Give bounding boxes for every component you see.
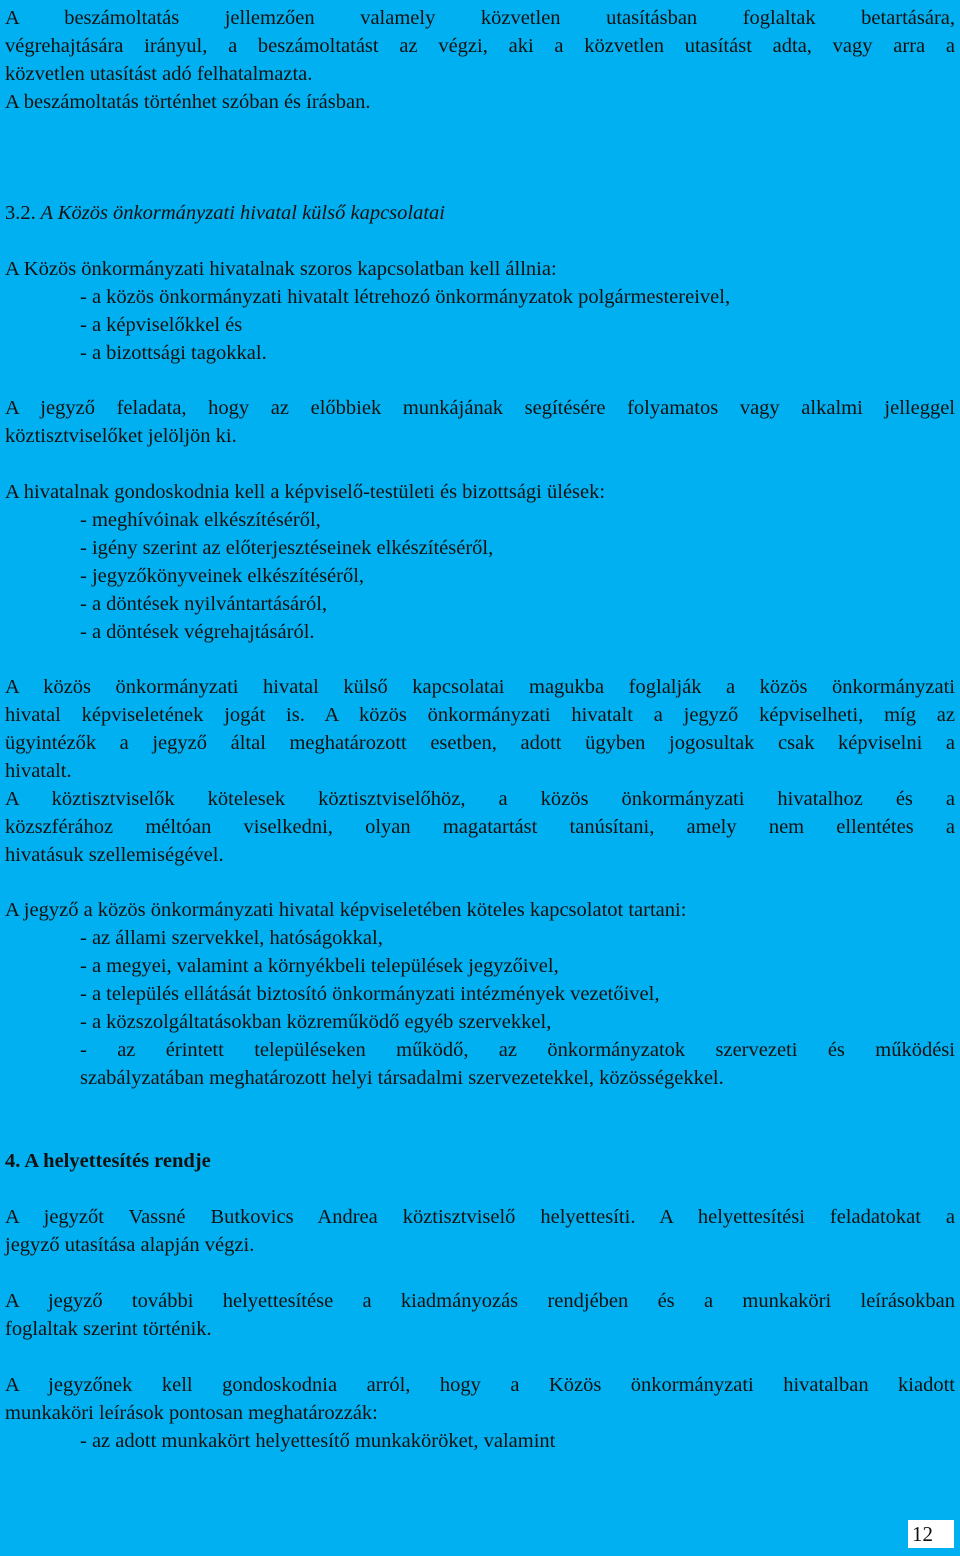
text-line: A beszámoltatás történhet szóban és írásban. (5, 91, 371, 113)
page-number: 12 (908, 1520, 954, 1548)
text-line: ügyintézők a jegyző által meghatározott esetben, adott ügyben jogosultak csak képviselni a (5, 732, 955, 754)
text-line: hivatalt. (5, 760, 72, 782)
list-item: - igény szerint az előterjesztéseinek elkészítéséről, (80, 537, 494, 559)
paragraph-external (5, 673, 955, 869)
text-line: közvetlen utasítást adó felhatalmazta. (5, 63, 313, 85)
paragraph-meetings (5, 478, 955, 646)
text-line: A Közös önkormányzati hivatalnak szoros kapcsolatban kell állnia: (5, 258, 557, 280)
text-line: közszférához méltóan viselkedni, olyan magatartást tanúsítani, amely nem ellentétes a (5, 816, 955, 838)
list-item: - a döntések végrehajtásáról. (80, 621, 315, 643)
list-item: - a megyei, valamint a környékbeli települések jegyzőivel, (80, 955, 559, 977)
text-line: köztisztviselőket jelöljön ki. (5, 425, 237, 447)
text-line: A jegyzőnek kell gondoskodnia arról, hogy a Közös önkormányzati hivatalban kiadott (5, 1374, 955, 1396)
list-item: - az adott munkakört helyettesítő munkaköröket, valamint (80, 1430, 556, 1452)
section-heading-4 (5, 1147, 955, 1175)
list-item-continuation: szabályzatában meghatározott helyi társadalmi szervezetekkel, közösségekkel. (80, 1067, 724, 1089)
text-line: jegyző utasítása alapján végzi. (5, 1234, 255, 1256)
section-heading-3-2 (5, 199, 955, 227)
section-number: 3.2. (5, 202, 36, 224)
paragraph-reporting (5, 4, 955, 116)
list-item: - a közszolgáltatásokban közreműködő egyéb szervekkel, (80, 1011, 552, 1033)
text-line: A beszámoltatás jellemzően valamely közvetlen utasításban foglaltak betartására, (5, 7, 955, 29)
list-item: - a képviselőkkel és (80, 314, 243, 336)
paragraph-job-descriptions (5, 1371, 955, 1455)
list-item: - az érintett településeken működő, az önkormányzatok szervezeti és működési (80, 1039, 955, 1061)
section-title-text: A Közös önkormányzati hivatal külső kapcsolatai (40, 202, 445, 224)
section-title (5, 199, 955, 227)
list-item: - az állami szervekkel, hatóságokkal, (80, 927, 383, 949)
text-line: A jegyző feladata, hogy az előbbiek munkájának segítésére folyamatos vagy alkalmi jelleggel (5, 397, 955, 419)
text-line: A közös önkormányzati hivatal külső kapcsolatai magukba foglalják a közös önkormányzati (5, 676, 955, 698)
text-line: A köztisztviselők kötelesek köztisztviselőhöz, a közös önkormányzati hivatalhoz és a (5, 788, 955, 810)
paragraph-deputy (5, 1203, 955, 1259)
text-line: munkaköri leírások pontosan meghatározzák: (5, 1402, 378, 1424)
paragraph-representation (5, 896, 955, 1092)
list-item: - a bizottsági tagokkal. (80, 342, 267, 364)
paragraph-relations (5, 255, 955, 367)
text-line: A jegyző további helyettesítése a kiadmányozás rendjében és a munkaköri leírásokban (5, 1290, 955, 1312)
text-line: végrehajtására irányul, a beszámoltatást az végzi, aki a közvetlen utasítást adta, vagy arra a (5, 35, 955, 57)
text-line: hivatásuk szellemiségével. (5, 844, 224, 866)
text-line: A jegyzőt Vassné Butkovics Andrea köztisztviselő helyettesíti. A helyettesítési feladatokat a (5, 1206, 955, 1228)
list-item: - a település ellátását biztosító önkormányzati intézmények vezetőivel, (80, 983, 660, 1005)
list-item: - jegyzőkönyveinek elkészítéséről, (80, 565, 365, 587)
text-line: foglaltak szerint történik. (5, 1318, 212, 1340)
list-item: - a közös önkormányzati hivatalt létrehozó önkormányzatok polgármestereivel, (80, 286, 731, 308)
text-line: A jegyző a közös önkormányzati hivatal képviseletében köteles kapcsolatot tartani: (5, 899, 687, 921)
list-item: - meghívóinak elkészítéséről, (80, 509, 321, 531)
section-title: 4. A helyettesítés rendje (5, 1150, 211, 1172)
text-line: A hivatalnak gondoskodnia kell a képviselő-testületi és bizottsági ülések: (5, 481, 606, 503)
text-line: hivatal képviseletének jogát is. A közös önkormányzati hivatalt a jegyző képviselheti, míg az (5, 704, 955, 726)
list-item: - a döntések nyilvántartásáról, (80, 593, 328, 615)
paragraph-further-deputy (5, 1287, 955, 1343)
paragraph-notary-task (5, 394, 955, 450)
